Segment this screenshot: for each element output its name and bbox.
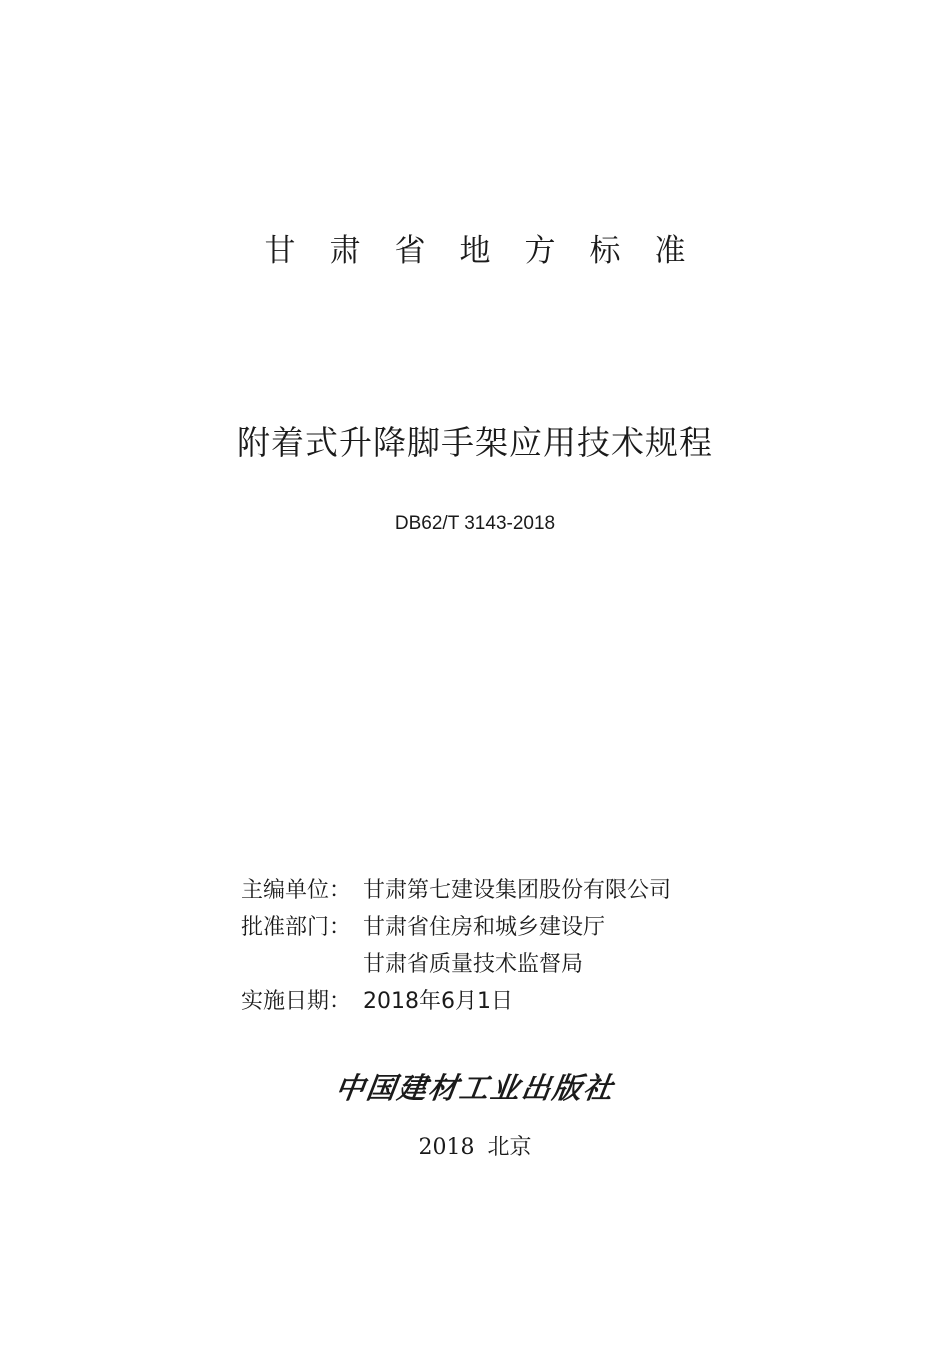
info-value: 甘肃第七建设集团股份有限公司 xyxy=(363,878,672,903)
info-label: 实施日期： xyxy=(241,989,352,1014)
info-row-chief-editor xyxy=(241,872,671,909)
info-value: 甘肃省住房和城乡建设厅 xyxy=(363,915,606,940)
standard-code: DB62/T 3143-2018 xyxy=(394,513,556,534)
info-value: 2018年6月1日 xyxy=(363,989,513,1014)
info-label xyxy=(241,946,363,983)
info-row-approval-department-2 xyxy=(241,946,671,983)
standard-type-heading: 甘肃省地方标准 xyxy=(264,233,720,269)
publication-place-year: 2018 北京 xyxy=(418,1135,532,1160)
publisher-logo: 中国建材工业出版社 xyxy=(333,1071,617,1105)
info-label: 批准部门： xyxy=(241,915,352,940)
publication-info xyxy=(241,872,671,1020)
info-row-effective-date xyxy=(241,983,671,1020)
info-label: 主编单位： xyxy=(241,878,352,903)
info-row-approval-department xyxy=(241,909,671,946)
info-value: 甘肃省质量技术监督局 xyxy=(363,952,584,977)
document-title: 附着式升降脚手架应用技术规程 xyxy=(237,423,713,462)
